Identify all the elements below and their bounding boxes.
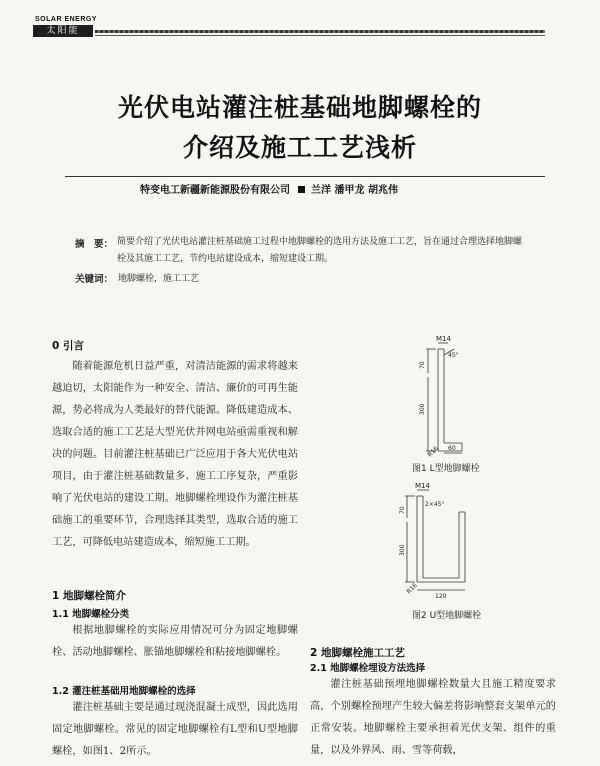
section-0-heading: 0 引言	[52, 340, 84, 352]
figure-1-caption: 图1 L型地脚螺栓	[412, 464, 480, 474]
author-line	[140, 181, 560, 196]
author-organization: 特变电工新疆新能源股份有限公司	[140, 185, 290, 196]
keywords-label: 关键词：	[75, 274, 114, 285]
abstract-label: 摘 要：	[75, 239, 114, 250]
paper-title-line-2: 介绍及施工工艺浅析	[182, 133, 417, 162]
fig2-radius-label: R16	[405, 582, 419, 596]
figure-2-u-bolt-drawing	[395, 482, 485, 607]
section-2-heading: 2 地脚螺栓施工工艺	[310, 647, 405, 659]
section-1-1-heading: 1.1 地脚螺栓分类	[52, 609, 130, 620]
title-divider	[65, 176, 545, 177]
square-bullet-icon	[298, 186, 305, 193]
abstract-text: 简要介绍了光伏电站灌注桩基础施工过程中地脚螺栓的选用方法及施工工艺，旨在通过合理选择地脚螺栓及其施工工艺，节约电站建设成本，缩短建设工期。	[117, 237, 523, 264]
keywords-text: 地脚螺栓，施工工艺	[118, 274, 200, 284]
author-names: 兰洋 潘甲龙 胡兆伟	[311, 185, 398, 196]
section-1-2-paragraph: 灌注桩基础主要是通过现浇混凝土成型，因此选用固定地脚螺栓。常见的固定地脚螺栓有L型和U型地脚螺栓，如图1、2所示。	[52, 702, 298, 757]
section-1-1-paragraph: 根据地脚螺栓的实际应用情况可分为固定地脚螺栓、活动地脚螺栓、胀锚地脚螺栓和粘接地脚螺栓。	[52, 625, 298, 658]
figure-1-l-bolt-drawing	[400, 333, 480, 458]
header-rule-thin	[95, 35, 545, 36]
section-2-1-paragraph: 灌注桩基础预埋地脚螺栓数量大且施工精度要求高，个别螺栓预埋产生较大偏差将影响整套支架单元的正常安装。地脚螺栓主要承担着光伏支架、组件的重量，以及外界风、雨、雪等荷载，	[310, 679, 556, 756]
fig2-top-dim-label: 70	[399, 506, 406, 514]
fig2-width-label: 120	[435, 593, 447, 600]
journal-brand-badge: 太阳能	[33, 25, 93, 37]
fig1-angle-label: 45°	[448, 352, 459, 359]
fig2-thread-label: M14	[415, 482, 430, 490]
figure-2-caption: 图2 U型地脚螺栓	[412, 611, 482, 621]
fig1-thread-label: M14	[436, 335, 451, 343]
fig2-chamfer-label: 2×45°	[425, 501, 445, 508]
section-2-1-heading: 2.1 地脚螺栓埋设方法选择	[310, 663, 426, 674]
section-1-heading: 1 地脚螺栓简介	[52, 590, 126, 602]
section-1-2-heading: 1.2 灌注桩基础用地脚螺栓的选择	[52, 686, 196, 697]
fig1-foot-label: 60	[448, 445, 456, 452]
fig1-top-dim-label: 70	[419, 361, 426, 369]
journal-brand-english: SOLAR ENERGY	[35, 16, 98, 23]
paper-title-line-1: 光伏电站灌注桩基础地脚螺栓的	[117, 93, 482, 122]
section-0-paragraph: 随着能源危机日益严重，对清洁能源的需求将越来越迫切，太阳能作为一种安全、清洁、廉价的可再生能源，势必将成为人类最好的替代能源。降低建造成本、选取合适的施工工艺是大型光伏并网电站亟需重视和解决的问题。目前灌注桩基础已广泛应用于各大光伏电站项目，由于灌注桩基础数量多、施工工序复杂，严重影响了光伏电站的建设工期。地脚螺栓埋设作为灌注桩基础施工的重要环节，合理选择其类型，选取合适的施工工艺，可降低电站建造成本，缩短施工工期。	[52, 361, 298, 548]
fig1-radius-label: R16	[426, 445, 440, 458]
fig1-length-label: 300	[419, 403, 426, 415]
fig2-length-label: 300	[399, 544, 406, 556]
header-rule	[95, 30, 545, 33]
